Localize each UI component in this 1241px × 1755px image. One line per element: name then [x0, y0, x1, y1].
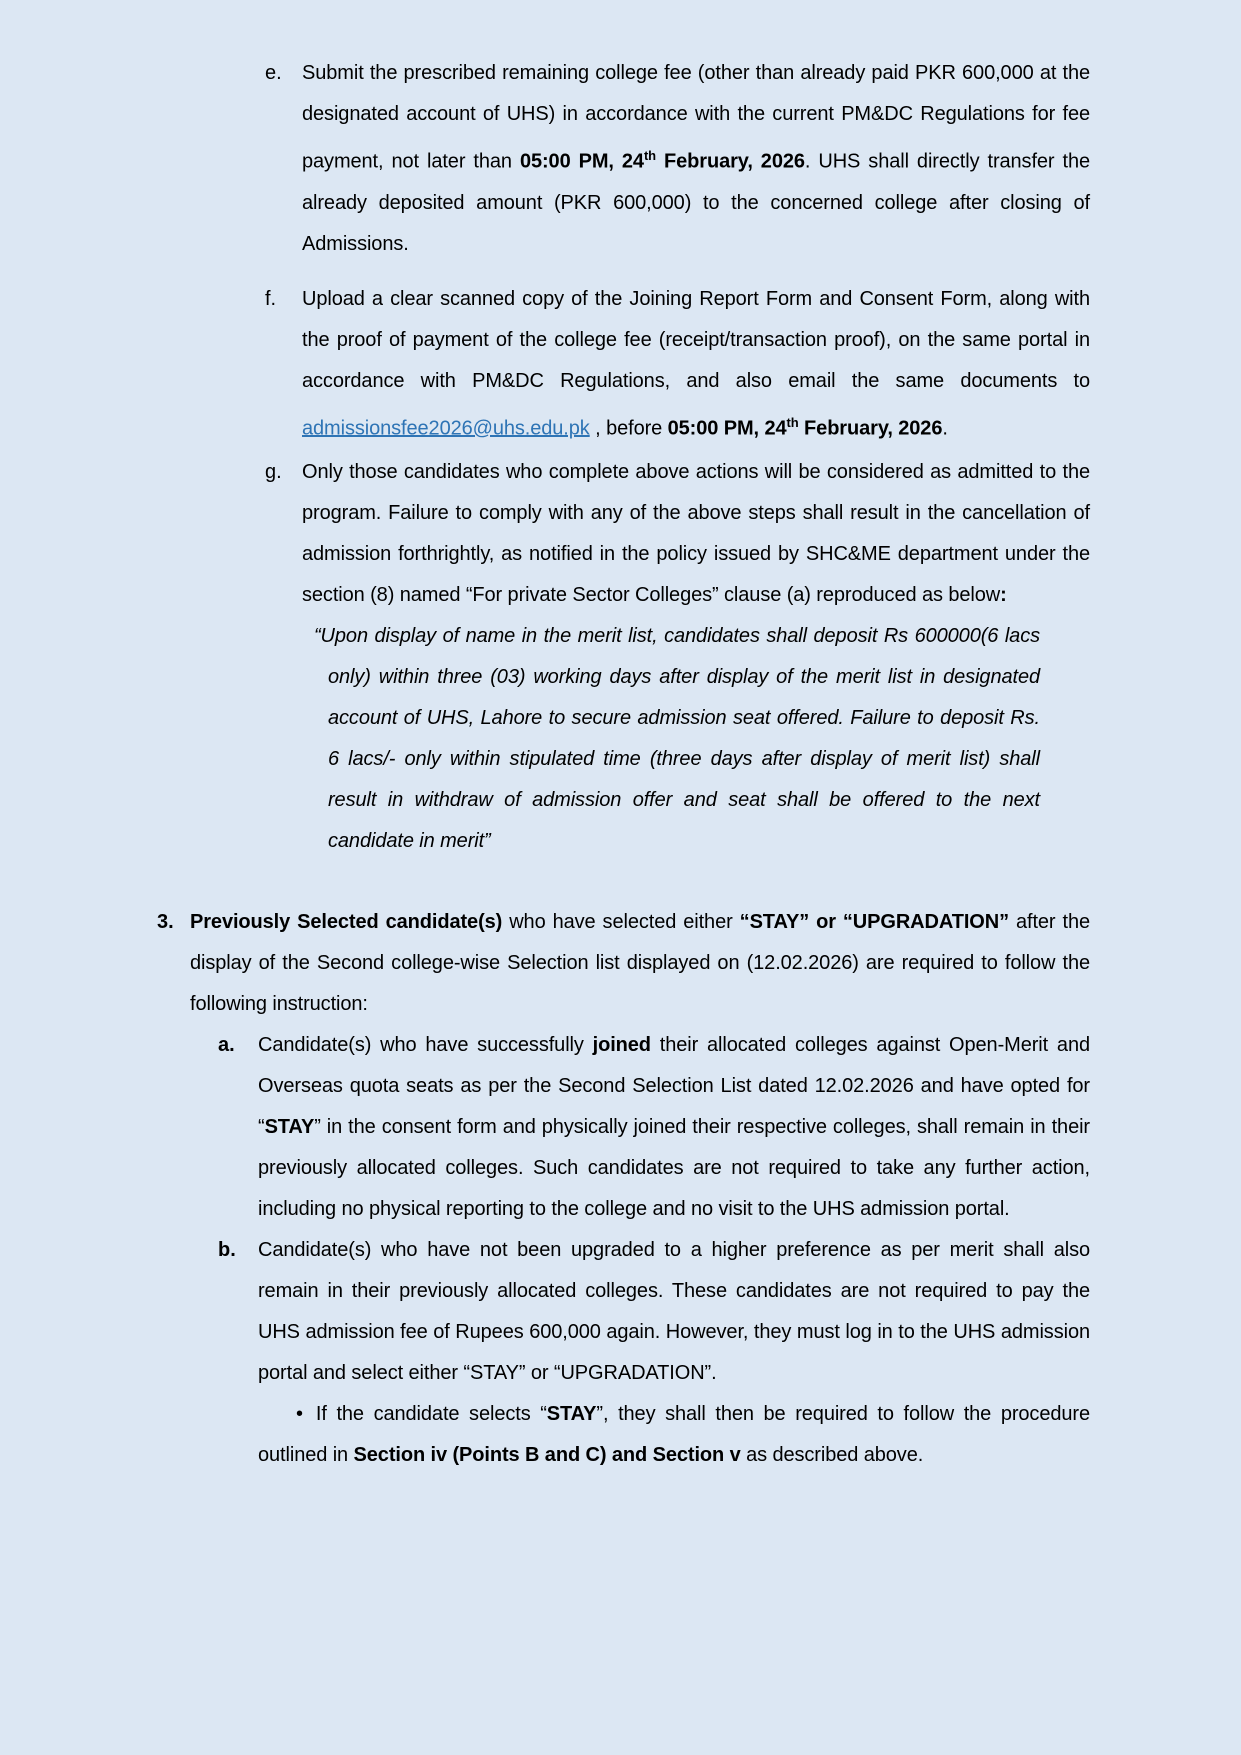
item-marker-f: f. — [265, 287, 277, 310]
paragraph-e — [302, 53, 1090, 265]
text-segment: ”, they shall then be required to follow the procedure outlined in — [258, 1403, 1090, 1467]
text-segment: Submit the prescribed remaining college fee (other than already paid PKR 600,000 at the designated account of UHS) in accordance with the current PM&DC Regulations for fee payment, not later than — [302, 62, 1090, 173]
text-segment: Candidate(s) who have successfully — [258, 1034, 593, 1057]
text-segment: . UHS shall directly transfer the already deposited amount (PKR 600,000) to the concerned college after closing of Admissions. — [302, 150, 1091, 255]
item-marker-3: 3. — [157, 911, 174, 934]
quote-block — [314, 616, 1040, 862]
email-link[interactable]: admissionsfee2026@uhs.edu.pk — [302, 417, 590, 440]
text-segment: their allocated colleges against Open-Merit and Overseas quota seats as per the Second Selection List dated 12.02.2026 and have opted for “ — [258, 1034, 1090, 1139]
bullet-icon: • — [296, 1403, 303, 1426]
bullet-item — [218, 1394, 1090, 1476]
text-segment: “STAY” or “UPGRADATION” — [739, 911, 1009, 934]
list-item-3b — [218, 1230, 1090, 1394]
item-marker-b: b. — [218, 1239, 236, 1262]
text-segment: , before — [589, 417, 668, 440]
paragraph-f — [302, 279, 1090, 450]
text-segment: Only those candidates who complete above actions will be considered as admitted to the program. Failure to comply with any of the above steps shall result in the cancellation of admission forthrightly, as notified in the policy issued by SHC&ME department under the section (8) named “For private Sector Colleges” clause (a) reproduced as below — [302, 461, 1090, 607]
text-segment: 05:00 PM, 24 — [667, 417, 787, 440]
text-segment: . — [942, 417, 948, 440]
text-segment: Upload a clear scanned copy of the Joining Report Form and Consent Form, along with the proof of payment of the college fee (receipt/transaction proof), on the same portal in accordance with PM&DC Regulations, and also email the same documents to — [302, 287, 1090, 392]
paragraph-bullet — [258, 1394, 1090, 1476]
item-marker-e: e. — [265, 62, 282, 84]
text-segment: Section iv (Points B and C) and Section v — [353, 1444, 741, 1467]
text-segment: If the candidate selects “ — [315, 1403, 547, 1426]
list-item-g — [265, 452, 1090, 616]
text-segment: February, 2026 — [656, 150, 805, 173]
text-segment: Candidate(s) who have not been upgraded to a higher preference as per merit shall also remain in their previously allocated colleges. These candidates are not required to pay the UHS admission fee of Rupees 600,000 again. However, they must log in to the UHS admission portal and select either “STAY” or “UPGRADATION”. — [258, 1239, 1090, 1385]
bullet-text — [258, 1403, 1090, 1466]
text-segment: th — [643, 148, 657, 163]
text-segment: February, 2026 — [798, 417, 943, 440]
paragraph-3b — [258, 1230, 1090, 1394]
text-segment: as described above. — [740, 1444, 924, 1467]
list-item-3 — [157, 902, 1090, 1025]
text-segment: who have selected either — [502, 911, 740, 934]
paragraph-3 — [190, 902, 1090, 1025]
list-item-f — [265, 279, 1090, 450]
text-segment: th — [786, 414, 799, 430]
paragraph-g — [302, 452, 1090, 616]
list-item-e — [265, 53, 1090, 265]
text-segment: joined — [592, 1034, 651, 1057]
list-item-3a — [218, 1025, 1090, 1230]
text-segment: : — [1000, 584, 1007, 607]
text-segment: ” in the consent form and physically joined their respective colleges, shall remain in their previously allocated colleges. Such candidates are not required to take any further action, including no physical reporting to the college and no visit to the UHS admission portal. — [258, 1116, 1090, 1221]
text-segment: “Upon display of name in the merit list, candidates shall deposit Rs 600000(6 lacs only) within three (03) working days after display of the merit list in designated account of UHS, Lahore to secure admission seat offered. Failure to deposit Rs. 6 lacs/- only within stipulated time (three days after display of merit list) shall result in withdraw of admission offer and seat shall be offered to the next candidate in merit” — [314, 625, 1040, 853]
text-segment: after the display of the Second college-wise Selection list displayed on (12.02.2026) are required to follow the following instruction: — [190, 911, 1090, 1016]
item-marker-a: a. — [218, 1034, 235, 1057]
text-segment: Previously Selected candidate(s) — [190, 911, 503, 934]
quote-paragraph — [314, 616, 1040, 862]
text-segment: 05:00 PM, 24 — [519, 150, 644, 173]
text-segment: STAY — [264, 1116, 315, 1139]
item-marker-g: g. — [265, 461, 282, 484]
paragraph-3a — [258, 1025, 1090, 1230]
text-segment: STAY — [546, 1403, 597, 1426]
